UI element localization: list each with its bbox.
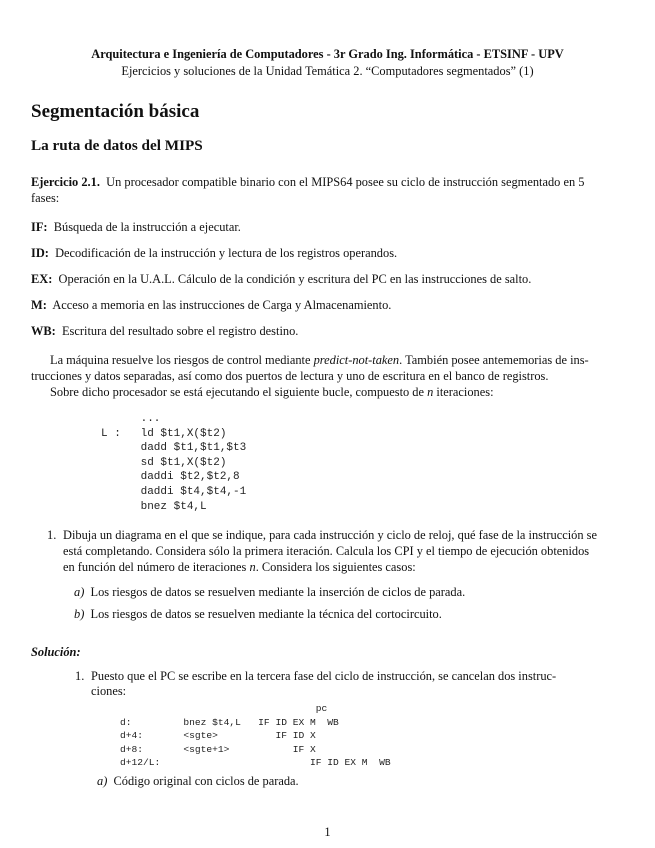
para-emphasis: predict-not-taken xyxy=(313,353,400,367)
para-text: . Considera los siguientes casos: xyxy=(255,560,416,574)
code-listing: ... L : ld $t1,X($t2) dadd $t1,$t1,$t3 sd $t1,X($t2) daddi $t2,$t2,8 daddi $t4,$t4,-1 bnez $t4,L xyxy=(101,413,247,513)
exercise-intro-text: Un procesador compatible binario con el MIPS64 posee su ciclo de instrucción segmentado en 5 xyxy=(106,175,585,189)
paragraph-control-hazards-line2: trucciones y datos separadas, así como dos puertos de lectura y uno de escritura en el banco de registros. xyxy=(31,369,549,383)
phase-if xyxy=(31,219,241,235)
phase-m xyxy=(31,297,391,313)
solution-line-1: Puesto que el PC se escribe en la tercera fase del ciclo de instrucción, se cancelan dos instruc- xyxy=(91,669,557,683)
exercise-label: Ejercicio 2.1. xyxy=(31,175,100,189)
case-text: Código original con ciclos de parada. xyxy=(113,774,299,788)
para-text: iteraciones: xyxy=(433,385,494,399)
phase-text: Operación en la U.A.L. Cálculo de la condición y escritura del PC en las instrucciones de salto. xyxy=(58,272,532,286)
para-text: . También posee antememorias de ins- xyxy=(399,353,589,367)
case-text: Los riesgos de datos se resuelven mediante la inserción de ciclos de parada. xyxy=(90,585,466,599)
header-title: Arquitectura e Ingeniería de Computadores - 3r Grado Ing. Informática - ETSINF - UPV xyxy=(91,47,564,61)
solution-title: Solución: xyxy=(31,645,81,659)
solution-number: 1. xyxy=(75,669,85,683)
case-label: a) xyxy=(74,585,85,599)
pipeline-diagram: pc d: bnez $t4,L IF ID EX M WB d+4: <sgte> IF ID X d+8: <sgte+1> IF X d+12/L: IF ID EX M WB xyxy=(120,703,391,769)
phase-text: Decodificación de la instrucción y lectura de los registros operandos. xyxy=(55,246,398,260)
header-subtitle: Ejercicios y soluciones de la Unidad Temática 2. “Computadores segmentados” (1) xyxy=(121,64,534,78)
question-line-1: Dibuja un diagrama en el que se indique, para cada instrucción y ciclo de reloj, qué fase de la instrucción se xyxy=(63,528,597,542)
case-text: Los riesgos de datos se resuelven mediante la técnica del cortocircuito. xyxy=(90,607,442,621)
phase-key: ID: xyxy=(31,246,49,260)
phase-wb xyxy=(31,323,298,339)
para-text: Sobre dicho procesador se está ejecutando el siguiente bucle, compuesto de xyxy=(50,385,428,399)
phase-text: Búsqueda de la instrucción a ejecutar. xyxy=(53,220,241,234)
phase-text: Acceso a memoria en las instrucciones de Carga y Almacenamiento. xyxy=(52,298,392,312)
paragraph-control-hazards xyxy=(50,352,625,368)
subsection-title: La ruta de datos del MIPS xyxy=(31,137,203,154)
phase-key: IF: xyxy=(31,220,48,234)
phase-text: Escritura del resultado sobre el registro destino. xyxy=(61,324,299,338)
case-label: b) xyxy=(74,607,85,621)
para-text: en función del número de iteraciones xyxy=(63,560,250,574)
para-text: La máquina resuelve los riesgos de control mediante xyxy=(50,353,314,367)
math-n: n xyxy=(249,560,256,574)
question-number: 1. xyxy=(47,528,57,542)
solution-case-a xyxy=(97,773,299,789)
case-b xyxy=(74,606,442,622)
page-number: 1 xyxy=(324,825,331,839)
phase-id xyxy=(31,245,397,261)
phase-key: WB: xyxy=(31,324,56,338)
exercise-intro-line2: fases: xyxy=(31,191,60,205)
exercise-intro xyxy=(31,174,621,190)
phase-key: EX: xyxy=(31,272,53,286)
case-a xyxy=(74,584,465,600)
phase-key: M: xyxy=(31,298,47,312)
paragraph-loop-intro xyxy=(50,384,494,400)
phase-ex xyxy=(31,271,531,287)
solution-line-2: ciones: xyxy=(91,684,127,698)
case-label: a) xyxy=(97,774,108,788)
question-line-2: está completando. Considera sólo la primera iteración. Calcula los CPI y el tiempo de ejecución obtenidos xyxy=(63,544,590,558)
question-line-3 xyxy=(63,559,416,575)
math-n: n xyxy=(427,385,434,399)
section-title: Segmentación básica xyxy=(31,101,200,122)
